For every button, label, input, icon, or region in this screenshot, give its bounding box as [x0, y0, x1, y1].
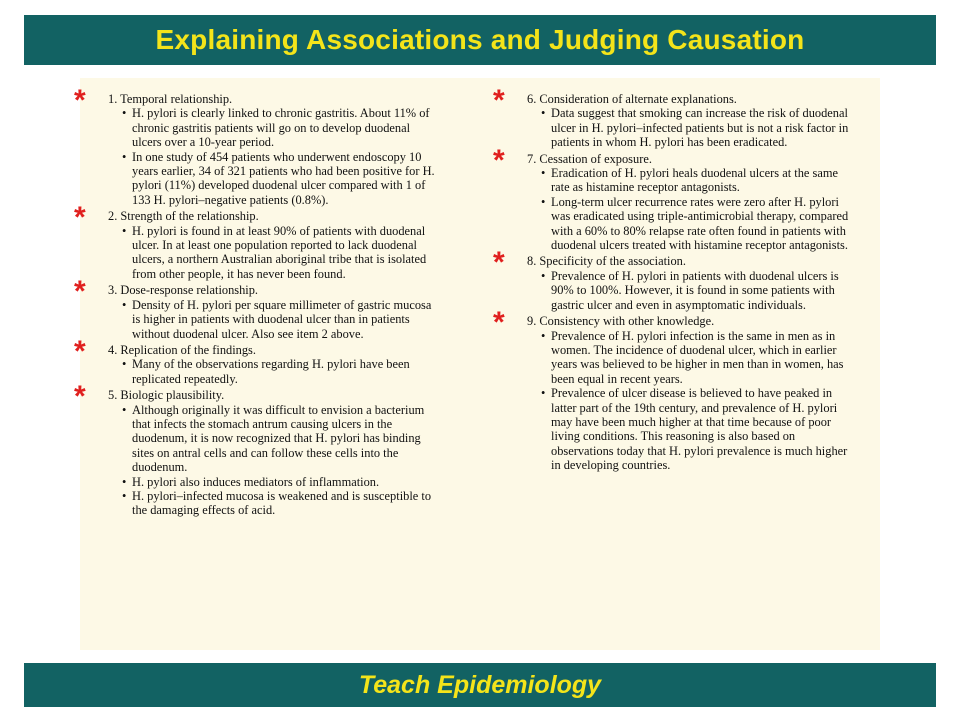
- asterisk-marker-icon: *: [493, 306, 505, 340]
- criterion-bullet: • Although originally it was difficult to envision a bacterium that infects the stomach antrum causing ulcers in the duodenum, it is now recognized that H. pylori has binding sites on antral cells and can follow these cells into the duodenum.: [122, 403, 438, 475]
- criterion-bullets: [108, 106, 438, 207]
- asterisk-marker-icon: *: [74, 380, 86, 414]
- criterion-bullet: • Long-term ulcer recurrence rates were zero after H. pylori was eradicated using triple-antimicrobial therapy, compared with a 60% to 80% relapse rate often found in patients with duodenal ulcers treated with histamine receptor antagonists.: [541, 195, 857, 253]
- criterion-bullet: • Density of H. pylori per square millimeter of gastric mucosa is higher in patients with duodenal ulcer than in patients without duodenal ulcer. Also see item 2 above.: [122, 298, 438, 341]
- asterisk-marker-icon: *: [493, 143, 505, 177]
- footer-text: Teach Epidemiology: [358, 670, 602, 699]
- criterion-heading: 6. Consideration of alternate explanations.: [527, 92, 737, 106]
- asterisk-marker-icon: *: [74, 334, 86, 368]
- asterisk-marker-icon: *: [493, 84, 505, 117]
- criterion-bullets: [108, 298, 438, 341]
- criterion-bullet: • Prevalence of ulcer disease is believed to have peaked in latter part of the 19th century, and prevalence of H. pylori may have been much higher at that time because of poor living conditions. This reasoning is also based on observations today that H. pylori prevalence is much higher in developing countries.: [541, 386, 857, 472]
- criterion-bullet: • H. pylori–infected mucosa is weakened and is susceptible to the damaging effects of acid.: [122, 489, 438, 518]
- criterion-bullet: • H. pylori also induces mediators of inflammation.: [122, 475, 438, 489]
- criterion-bullets: [527, 166, 857, 252]
- criterion-bullet: • In one study of 454 patients who underwent endoscopy 10 years earlier, 34 of 321 patients who had been positive for H. pylori (11%) developed duodenal ulcer compared with 1 of 133 H. pylori–negative patients (0.8%).: [122, 150, 438, 208]
- criterion-bullets: [108, 357, 438, 386]
- criterion-bullets: [527, 269, 857, 312]
- criterion-item: [74, 84, 438, 207]
- slide-title: Explaining Associations and Judging Causation: [155, 24, 805, 55]
- criterion-bullet: • Prevalence of H. pylori in patients with duodenal ulcers is 90% to 100%. However, it is found in some patients with gastric ulcer and even in asymptomatic individuals.: [541, 269, 857, 312]
- asterisk-marker-icon: *: [74, 275, 86, 309]
- criterion-bullet: • H. pylori is clearly linked to chronic gastritis. About 11% of chronic gastritis patients will go on to develop duodenal ulcers over a 10-year period.: [122, 106, 438, 149]
- criterion-bullet: • Eradication of H. pylori heals duodenal ulcers at the same rate as histamine receptor antagonists.: [541, 166, 857, 195]
- criterion-bullets: [108, 403, 438, 518]
- asterisk-marker-icon: *: [74, 201, 86, 235]
- criterion-item: [493, 246, 857, 312]
- asterisk-marker-icon: *: [74, 84, 86, 117]
- criterion-bullets: [527, 329, 857, 473]
- criterion-heading: 2. Strength of the relationship.: [108, 209, 259, 224]
- criterion-bullet: • Data suggest that smoking can increase the risk of duodenal ulcer in H. pylori–infected patients but is not a risk factor in patients in whom H. pylori has been eradicated.: [541, 106, 857, 149]
- criterion-item: [493, 84, 857, 150]
- criterion-item: [74, 380, 438, 518]
- footer-bar: [24, 663, 936, 707]
- criterion-heading: 8. Specificity of the association.: [527, 254, 686, 269]
- criterion-item: [74, 201, 438, 281]
- criterion-heading: 7. Cessation of exposure.: [527, 151, 652, 166]
- criterion-bullet: • Many of the observations regarding H. pylori have been replicated repeatedly.: [122, 357, 438, 386]
- criterion-item: [74, 275, 438, 341]
- criterion-heading: 5. Biologic plausibility.: [108, 388, 225, 403]
- criterion-heading: 3. Dose-response relationship.: [108, 283, 259, 298]
- criterion-heading: 9. Consistency with other knowledge.: [527, 314, 715, 329]
- criterion-bullets: [108, 224, 438, 282]
- criterion-heading: 4. Replication of the findings.: [108, 342, 256, 357]
- title-bar: [24, 15, 936, 65]
- criterion-bullet: • Prevalence of H. pylori infection is the same in men as in women. The incidence of duodenal ulcer, which in earlier years was believed to be higher in men than in women, has been equal in recent years.: [541, 329, 857, 387]
- asterisk-marker-icon: *: [493, 246, 505, 280]
- criterion-item: [493, 306, 857, 473]
- criterion-bullet: • H. pylori is found in at least 90% of patients with duodenal ulcer. In at least one population reported to lack duodenal ulcers, a northern Australian aboriginal tribe that is isolated from other people, it has never been found.: [122, 224, 438, 282]
- criterion-heading: 1. Temporal relationship.: [108, 92, 233, 106]
- right-column: [493, 84, 857, 475]
- criterion-item: [493, 143, 857, 253]
- left-column: [74, 84, 438, 520]
- criterion-bullets: [527, 106, 857, 149]
- criterion-item: [74, 334, 438, 386]
